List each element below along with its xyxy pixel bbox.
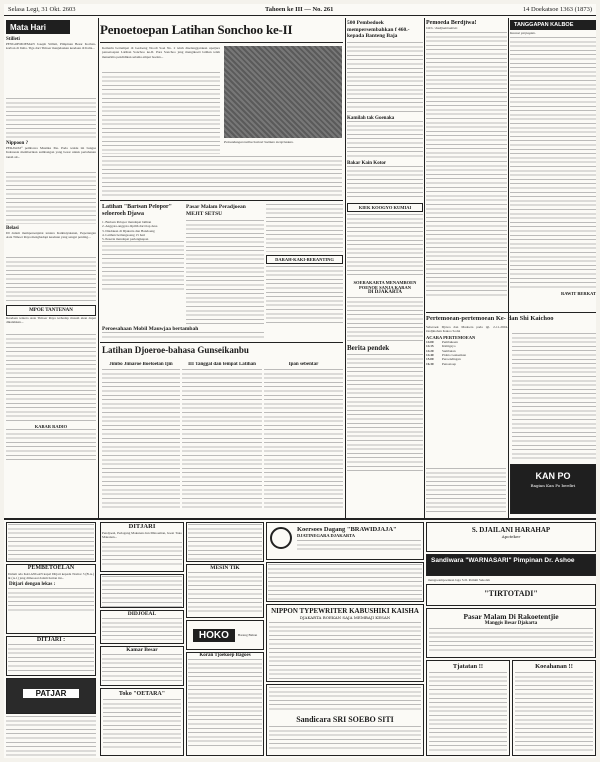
story-title: Pasar Malam Peradjoean MEJIT SETSU <box>186 204 246 217</box>
section-title: Nippoon ? <box>6 141 29 146</box>
ad-text <box>429 628 593 652</box>
patjar-ad <box>6 678 96 714</box>
ad-title: HOKO <box>193 629 235 642</box>
ad-subtitle: Ditjari dengan lekas : <box>9 581 56 587</box>
masthead <box>4 4 596 16</box>
headline-area <box>100 20 343 42</box>
body-text-block <box>6 98 96 138</box>
story-subtitle: Seberoek Djawa dan Madoera pada tgl. 2-11-2604. Oedjinohan Kakoo Sodai <box>426 324 508 333</box>
body-text-block <box>6 172 96 224</box>
ad-title: Sandicara SRI SOEBO SITI <box>296 715 394 724</box>
story-title: DARAH-KAKI-BERANTING <box>266 255 343 264</box>
newspaper-page <box>4 4 596 758</box>
ad-box <box>6 522 96 562</box>
body-text-block <box>426 468 506 514</box>
ad-text: Pendjoeal, Pedagang Makanan dan Minoeman, boeat Toko Makanan... <box>102 531 182 540</box>
body-text-block <box>426 32 507 298</box>
column-rule <box>98 18 99 518</box>
ad-text <box>268 564 422 602</box>
ad-text <box>102 618 182 640</box>
story-title: Peroesahaan Mobil Mauwjaa bertambah <box>102 326 199 332</box>
schedule-time: 14.20 <box>426 348 434 353</box>
body-text-block <box>6 334 96 422</box>
sandiwara-ad <box>426 554 596 576</box>
section-text: PERAWAT³ pembawa Mustika Ibu. Pada waktu ini bangsa Indonesia memberikan sumbangan yang besar untuk pertahanan tanah air... <box>6 146 96 159</box>
ad-title: Sandiwara "WARNASARI" Pimpinan Dr. Ashoe <box>431 557 575 564</box>
schedule-event: Pembukaan <box>442 340 458 345</box>
section-text: PENGOEMOEMAN Joseph Stilleti, Pimpinan Besar Korban-korban di Italia. Tiga dari Timoer menjelaskan keadaan di Italia... <box>6 42 96 51</box>
body-text-block <box>102 369 180 509</box>
body-text-block <box>347 354 423 472</box>
tanggapan-subtitle: Kaosoe perpagian. <box>510 31 536 35</box>
body-text-block <box>6 257 96 301</box>
section-text: DI dalam mempersenjatai tentara Kaikisiyakanai, Peperangan Asia Timoer Raya menghadapi keadaan yang sangat penting... <box>6 231 96 240</box>
body-text-block <box>102 241 184 291</box>
byline: Oleh : Kadjiaminatisto <box>426 26 458 30</box>
story-title: Kamilah tak Goenaka <box>347 115 395 121</box>
section-title: Belasi <box>6 226 19 231</box>
ad-title: S. DJAILANI HARAHAP <box>471 526 551 534</box>
schedule-event: Penoetoep <box>442 361 457 366</box>
ad-text <box>269 726 421 752</box>
ad-box <box>100 574 184 608</box>
section-headline: Latihan Djoeroe-bahasa Gunseikanbu <box>102 345 249 355</box>
body-text-block <box>510 37 596 289</box>
pasar-story <box>186 204 264 324</box>
body-text-block <box>102 72 220 154</box>
schedule-event: Sambutan <box>442 348 456 353</box>
schedule-time: 14.15 <box>426 344 434 349</box>
main-headline: Penoetoepan Latihan Sonchoo ke-II <box>100 22 293 37</box>
schedule-event: Peroendingan <box>442 357 461 362</box>
ad-title: Toko "OETARA" <box>118 691 166 697</box>
column-center-right <box>347 20 423 516</box>
story-title: Ipan sebentar <box>288 362 319 367</box>
ad-box <box>266 562 424 602</box>
story-title: 500 Pembedoek mempersembahkan f 460.- kepada Banteng Baja <box>347 20 410 39</box>
photo-caption: Pemandangan ketika Soetoet Soetkan menjelaskan. <box>224 140 294 144</box>
section-title: KABAR RADIO <box>34 424 68 429</box>
rule <box>100 342 343 343</box>
ad-title: Koeahanan !! <box>535 663 573 670</box>
ad-text <box>515 672 593 752</box>
ad-text <box>297 540 421 552</box>
story-title: Latihan "Barisan Pelopor" seloeroeh Djawa <box>102 204 173 217</box>
ilmoe-story <box>182 362 262 516</box>
tanggapan-banner: TANGGAPAN KALBOE <box>510 20 596 30</box>
column-rule <box>424 18 425 518</box>
ad-text <box>429 672 507 752</box>
kamar-ad <box>100 646 184 686</box>
ad-title: KAN PO <box>535 471 571 481</box>
ad-subtitle: Manggis Besar Djakarta <box>484 621 538 626</box>
logo-icon <box>270 527 292 549</box>
story-title: KIEK KOOGYO KUMIAI <box>347 203 423 212</box>
jimbo-story <box>102 362 180 516</box>
body-text-block <box>102 156 342 196</box>
soebo-ad <box>266 684 424 756</box>
body-text-block <box>6 429 96 463</box>
ad-text <box>102 576 182 608</box>
ad-title: "TIRTOTADI" <box>484 589 538 598</box>
ad-title: DIDJOEAL <box>127 611 157 617</box>
schedule-event: Pidato Gunseikan <box>442 352 467 357</box>
body-text-block <box>264 369 343 509</box>
schedule-time: 14.00 <box>426 340 434 345</box>
ad-text <box>188 572 262 614</box>
mesin-ad <box>186 564 264 618</box>
darah-story <box>266 204 343 324</box>
ad-subtitle: DJAKARTA BOEKAN SAJA MEMBAJI KESAN <box>299 615 391 620</box>
column-pemoeda <box>426 20 507 310</box>
mae-beli-ad <box>100 610 184 644</box>
peroesahaan-story <box>102 326 264 342</box>
ditjari-ad <box>100 522 184 572</box>
schedule-row <box>426 362 508 366</box>
koeahanan-ad <box>512 660 596 756</box>
signature: RAWIT BERKAT <box>561 291 596 297</box>
mata-hari-banner: Mata Hari <box>6 20 70 34</box>
latihan-headline-area <box>102 345 342 359</box>
ad-subtitle: Barang Bahan <box>237 632 258 637</box>
body-text-block <box>266 266 343 324</box>
ad-title: Pasar Malam Di Rakoetentjie <box>463 612 559 621</box>
story-title: Pertemoean-pertemoean Ke- dan Shi Kaichoo <box>426 315 554 322</box>
ad-title: MESIN TIK <box>210 565 240 571</box>
body-text-block <box>347 42 423 114</box>
ad-text <box>188 659 262 749</box>
apotheek-ad <box>426 522 596 552</box>
ad-text <box>102 654 182 682</box>
list-item: 3. Diadakan di Djakarta dan Bandoeng <box>102 228 155 233</box>
ad-title: Koersoes Dagang "BRAWIDJAJA" <box>297 526 397 533</box>
section-title: Stilleti <box>6 37 20 42</box>
lead-text: Kemarin bertempat di Gedoeng Noodi Soei No. 2 telah diselenggarakan upatjara penoetoepan Latihan Sonchoo ke-II. Para Sonchoo jang mengikoeti latihan telah menerima pendidikan selama empat boelan... <box>102 46 220 59</box>
story-title: Berita pendek <box>347 343 390 352</box>
story-title: SOERAKARTA MENAMBOEN POENOE SANJA KARAN <box>353 279 417 290</box>
pertemuan-story <box>426 315 596 465</box>
ad-text <box>269 687 421 713</box>
list-item: 4. Latihan berlangsoeng 15 hari <box>102 232 146 237</box>
tirtotadi-ad <box>426 584 596 606</box>
ad-text: mengoeampoenkan laga S.D. Pemim Sekolah <box>428 578 490 582</box>
ad-subtitle: Apoteker <box>501 534 521 539</box>
box-title: MPOE TANTENAN <box>6 305 96 316</box>
body-text-block <box>347 214 423 278</box>
body-text-block <box>347 297 423 341</box>
list-item: 5. Peserta mendapat perlengkapan <box>102 237 149 242</box>
schedule-time: 16.30 <box>426 361 434 366</box>
ipan-story <box>264 362 343 516</box>
ad-subtitle: DJATINEGARA DJAKARTA <box>297 533 356 538</box>
body-text-block <box>266 204 343 252</box>
column-left <box>6 20 96 516</box>
kanpo-ad <box>510 464 596 514</box>
ads-divider <box>4 518 596 520</box>
masthead-date-left: Selasa Legi, 31 Okt. 2603 <box>8 6 76 13</box>
lead-story <box>102 46 220 156</box>
schedule-list <box>426 340 508 366</box>
column-tanggapan <box>510 20 596 310</box>
story-title: Bakar Kain Kotor <box>347 160 387 166</box>
ad-text <box>8 588 94 614</box>
ad-text <box>269 622 421 680</box>
ad-title: PEMBETOELAN <box>27 565 75 571</box>
list-item: 1. Barisan Pelopor mendapat latihan <box>102 220 152 224</box>
ad-text <box>6 716 96 756</box>
hoko-ad <box>186 620 264 650</box>
ad-title: NIPPON TYPEWRITER KABUSHIKI KAISHA <box>271 607 419 615</box>
schedule-time: 14.40 <box>426 352 434 357</box>
barisan-list <box>102 220 184 241</box>
ad-text <box>102 542 182 568</box>
pembetoelan-ad <box>6 564 96 634</box>
body-text-block <box>186 220 264 324</box>
rule <box>100 200 343 201</box>
column-rule <box>345 18 346 518</box>
ad-title: DITJARI <box>128 523 156 530</box>
masthead-issue: Tahoen ke III — No. 261 <box>265 6 334 13</box>
koersoes-ad <box>266 522 424 560</box>
ad-box <box>186 522 264 562</box>
schedule-event: Kimigayo <box>442 344 456 349</box>
koran-ad <box>186 652 264 756</box>
schedule-time: 15.00 <box>426 357 434 362</box>
ad-text <box>103 699 181 749</box>
story-title: DI DJAKARTA <box>367 289 403 295</box>
pasar-malam-ad <box>426 608 596 658</box>
story-title: III Tanggal dan tempat Latihan <box>188 362 256 367</box>
toko-ad <box>100 688 184 756</box>
body-text-block <box>512 333 596 459</box>
ad-title: Kamar Besar <box>126 647 158 653</box>
list-item: 2. Anggota-anggota dipilih dari tiap desa <box>102 224 158 229</box>
barisan-story <box>102 204 184 324</box>
story-title: Pemoeda Berdjiwa! <box>426 20 477 26</box>
ad-title: Koran Tjoekoep Bagoes <box>199 653 251 658</box>
section-text: Keadaan tentera Asia Timoer Raya terhadap musuh akan dapat dikalahkan... <box>6 316 96 325</box>
body-text-block <box>347 166 423 200</box>
story-title: Jimbo Jimaroe Boetoelan Ijin <box>109 362 173 367</box>
ditjari-ad <box>6 636 96 676</box>
ad-title: PATJAR <box>23 689 79 698</box>
rule <box>100 42 343 43</box>
ad-subtitle: Bagian Kan Po berdiri <box>530 483 576 488</box>
ad-text <box>188 524 262 562</box>
rule <box>426 312 596 313</box>
programme-title: ACARA PERTEMOEAN <box>426 335 476 341</box>
ad-text <box>8 524 94 562</box>
tjatatan-ad <box>426 660 510 756</box>
body-text-block <box>182 369 262 509</box>
masthead-date-right: 14 Doekatsoe 1363 (1873) <box>522 6 592 13</box>
ad-text <box>8 644 94 672</box>
body-text-block <box>102 332 264 340</box>
ad-title: Tjatatan !! <box>452 663 484 670</box>
nippon-typewriter-ad <box>266 604 424 682</box>
ad-title: DITJARI : <box>36 637 66 643</box>
body-text-block <box>347 121 423 159</box>
ad-text: Dalam ada KALANGAN kapal Ditjari kepada Nomor 3 (B.A.) & (A.1) jang dimaoeat dalam harian ini... <box>8 572 94 581</box>
news-photo <box>224 46 342 138</box>
